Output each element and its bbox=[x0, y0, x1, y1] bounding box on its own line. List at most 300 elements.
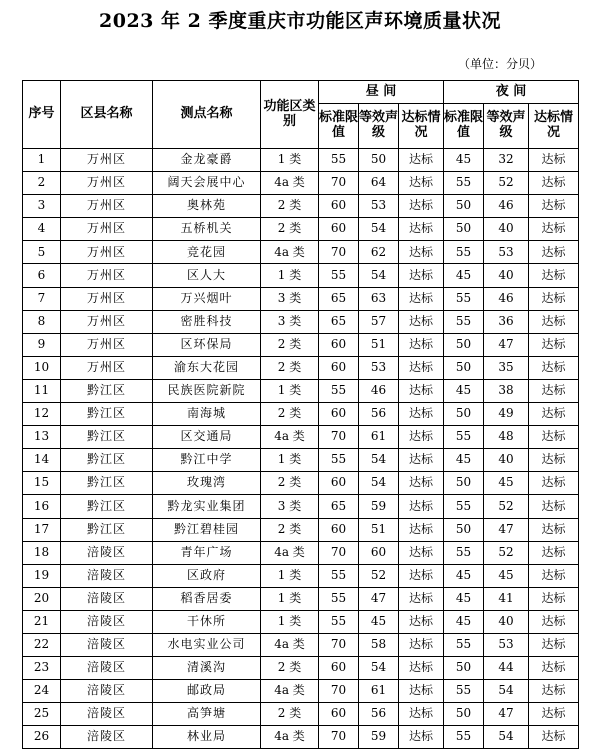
cell-site: 万兴烟叶 bbox=[153, 287, 261, 310]
cell-day-level: 53 bbox=[359, 356, 399, 379]
cell-night-status: 达标 bbox=[529, 426, 579, 449]
cell-night-limit: 45 bbox=[444, 264, 484, 287]
cell-day-limit: 65 bbox=[319, 495, 359, 518]
cell-seq: 12 bbox=[23, 403, 61, 426]
cell-night-level: 52 bbox=[484, 541, 529, 564]
cell-night-status: 达标 bbox=[529, 680, 579, 703]
cell-seq: 20 bbox=[23, 587, 61, 610]
header-seq: 序号 bbox=[23, 81, 61, 149]
cell-day-limit: 55 bbox=[319, 264, 359, 287]
cell-zone: 1 类 bbox=[261, 149, 319, 172]
cell-night-status: 达标 bbox=[529, 379, 579, 402]
cell-site: 干休所 bbox=[153, 610, 261, 633]
cell-site: 黔龙实业集团 bbox=[153, 495, 261, 518]
cell-day-status: 达标 bbox=[399, 287, 444, 310]
table-row bbox=[23, 472, 579, 495]
cell-night-level: 45 bbox=[484, 472, 529, 495]
header-day-status: 达标情况 bbox=[399, 104, 444, 149]
cell-day-status: 达标 bbox=[399, 172, 444, 195]
cell-day-limit: 60 bbox=[319, 356, 359, 379]
cell-night-limit: 45 bbox=[444, 610, 484, 633]
cell-zone: 2 类 bbox=[261, 333, 319, 356]
cell-site: 清溪沟 bbox=[153, 657, 261, 680]
header-zone: 功能区类别 bbox=[261, 81, 319, 149]
table-row bbox=[23, 287, 579, 310]
table-row bbox=[23, 264, 579, 287]
cell-site: 高笋塘 bbox=[153, 703, 261, 726]
table-row bbox=[23, 333, 579, 356]
cell-district: 万州区 bbox=[61, 195, 153, 218]
cell-zone: 4a 类 bbox=[261, 172, 319, 195]
cell-night-limit: 50 bbox=[444, 195, 484, 218]
cell-night-level: 54 bbox=[484, 680, 529, 703]
cell-night-level: 49 bbox=[484, 403, 529, 426]
table-row bbox=[23, 680, 579, 703]
cell-zone: 3 类 bbox=[261, 287, 319, 310]
cell-site: 五桥机关 bbox=[153, 218, 261, 241]
cell-night-level: 40 bbox=[484, 218, 529, 241]
cell-zone: 4a 类 bbox=[261, 726, 319, 749]
cell-zone: 4a 类 bbox=[261, 426, 319, 449]
cell-day-limit: 70 bbox=[319, 633, 359, 656]
cell-site: 区政府 bbox=[153, 564, 261, 587]
cell-night-limit: 50 bbox=[444, 333, 484, 356]
cell-night-status: 达标 bbox=[529, 310, 579, 333]
cell-site: 玫瑰湾 bbox=[153, 472, 261, 495]
cell-day-level: 61 bbox=[359, 680, 399, 703]
cell-night-limit: 45 bbox=[444, 149, 484, 172]
cell-day-level: 54 bbox=[359, 264, 399, 287]
cell-night-level: 52 bbox=[484, 495, 529, 518]
cell-day-limit: 70 bbox=[319, 726, 359, 749]
cell-seq: 9 bbox=[23, 333, 61, 356]
cell-day-level: 60 bbox=[359, 541, 399, 564]
cell-day-status: 达标 bbox=[399, 241, 444, 264]
cell-night-level: 47 bbox=[484, 518, 529, 541]
cell-seq: 11 bbox=[23, 379, 61, 402]
cell-seq: 21 bbox=[23, 610, 61, 633]
cell-night-status: 达标 bbox=[529, 564, 579, 587]
cell-seq: 18 bbox=[23, 541, 61, 564]
table-row bbox=[23, 518, 579, 541]
cell-day-level: 54 bbox=[359, 472, 399, 495]
cell-zone: 2 类 bbox=[261, 356, 319, 379]
cell-night-limit: 45 bbox=[444, 379, 484, 402]
cell-day-level: 52 bbox=[359, 564, 399, 587]
cell-site: 奥林苑 bbox=[153, 195, 261, 218]
cell-day-level: 64 bbox=[359, 172, 399, 195]
cell-day-status: 达标 bbox=[399, 703, 444, 726]
cell-day-status: 达标 bbox=[399, 472, 444, 495]
cell-site: 青年广场 bbox=[153, 541, 261, 564]
cell-night-level: 40 bbox=[484, 449, 529, 472]
cell-seq: 8 bbox=[23, 310, 61, 333]
cell-site: 林业局 bbox=[153, 726, 261, 749]
table-row bbox=[23, 310, 579, 333]
cell-site: 阔天会展中心 bbox=[153, 172, 261, 195]
noise-quality-table bbox=[22, 80, 579, 749]
cell-night-limit: 55 bbox=[444, 310, 484, 333]
cell-night-level: 47 bbox=[484, 703, 529, 726]
cell-district: 万州区 bbox=[61, 287, 153, 310]
cell-day-status: 达标 bbox=[399, 657, 444, 680]
cell-day-limit: 55 bbox=[319, 149, 359, 172]
cell-seq: 4 bbox=[23, 218, 61, 241]
cell-zone: 3 类 bbox=[261, 495, 319, 518]
cell-site: 金龙豪爵 bbox=[153, 149, 261, 172]
cell-district: 万州区 bbox=[61, 241, 153, 264]
cell-night-limit: 55 bbox=[444, 241, 484, 264]
cell-day-limit: 65 bbox=[319, 310, 359, 333]
cell-day-limit: 70 bbox=[319, 172, 359, 195]
cell-district: 涪陵区 bbox=[61, 703, 153, 726]
cell-site: 邮政局 bbox=[153, 680, 261, 703]
cell-seq: 7 bbox=[23, 287, 61, 310]
cell-site: 水电实业公司 bbox=[153, 633, 261, 656]
cell-day-limit: 60 bbox=[319, 518, 359, 541]
cell-seq: 10 bbox=[23, 356, 61, 379]
cell-site: 黔江碧桂园 bbox=[153, 518, 261, 541]
cell-day-status: 达标 bbox=[399, 633, 444, 656]
cell-zone: 2 类 bbox=[261, 195, 319, 218]
cell-day-limit: 60 bbox=[319, 472, 359, 495]
cell-zone: 2 类 bbox=[261, 703, 319, 726]
cell-night-limit: 45 bbox=[444, 564, 484, 587]
cell-zone: 1 类 bbox=[261, 610, 319, 633]
cell-day-limit: 55 bbox=[319, 610, 359, 633]
table-row bbox=[23, 379, 579, 402]
cell-site: 稻香居委 bbox=[153, 587, 261, 610]
table-row bbox=[23, 703, 579, 726]
cell-day-level: 58 bbox=[359, 633, 399, 656]
cell-night-status: 达标 bbox=[529, 218, 579, 241]
cell-zone: 2 类 bbox=[261, 403, 319, 426]
header-night-limit: 标准限值 bbox=[444, 104, 484, 149]
cell-night-status: 达标 bbox=[529, 195, 579, 218]
cell-night-limit: 50 bbox=[444, 518, 484, 541]
cell-district: 涪陵区 bbox=[61, 564, 153, 587]
cell-night-limit: 50 bbox=[444, 218, 484, 241]
cell-site: 南海城 bbox=[153, 403, 261, 426]
cell-night-limit: 55 bbox=[444, 287, 484, 310]
cell-day-status: 达标 bbox=[399, 379, 444, 402]
cell-site: 密胜科技 bbox=[153, 310, 261, 333]
table-row bbox=[23, 403, 579, 426]
cell-night-level: 52 bbox=[484, 172, 529, 195]
cell-night-level: 53 bbox=[484, 241, 529, 264]
cell-district: 万州区 bbox=[61, 333, 153, 356]
cell-day-status: 达标 bbox=[399, 610, 444, 633]
cell-day-level: 46 bbox=[359, 379, 399, 402]
cell-zone: 1 类 bbox=[261, 264, 319, 287]
cell-site: 民族医院新院 bbox=[153, 379, 261, 402]
cell-night-level: 46 bbox=[484, 287, 529, 310]
cell-day-status: 达标 bbox=[399, 218, 444, 241]
cell-district: 万州区 bbox=[61, 264, 153, 287]
cell-seq: 17 bbox=[23, 518, 61, 541]
cell-zone: 4a 类 bbox=[261, 541, 319, 564]
cell-day-level: 45 bbox=[359, 610, 399, 633]
cell-night-limit: 50 bbox=[444, 403, 484, 426]
cell-night-limit: 55 bbox=[444, 633, 484, 656]
cell-district: 涪陵区 bbox=[61, 610, 153, 633]
cell-day-level: 57 bbox=[359, 310, 399, 333]
cell-day-level: 63 bbox=[359, 287, 399, 310]
cell-district: 万州区 bbox=[61, 218, 153, 241]
cell-night-status: 达标 bbox=[529, 610, 579, 633]
cell-night-limit: 55 bbox=[444, 726, 484, 749]
cell-day-limit: 55 bbox=[319, 449, 359, 472]
table-row bbox=[23, 564, 579, 587]
cell-seq: 5 bbox=[23, 241, 61, 264]
cell-night-level: 40 bbox=[484, 264, 529, 287]
cell-night-level: 32 bbox=[484, 149, 529, 172]
cell-zone: 4a 类 bbox=[261, 680, 319, 703]
cell-seq: 6 bbox=[23, 264, 61, 287]
cell-seq: 13 bbox=[23, 426, 61, 449]
cell-day-status: 达标 bbox=[399, 195, 444, 218]
cell-day-status: 达标 bbox=[399, 449, 444, 472]
table-row bbox=[23, 633, 579, 656]
cell-night-status: 达标 bbox=[529, 703, 579, 726]
cell-zone: 2 类 bbox=[261, 657, 319, 680]
cell-night-limit: 55 bbox=[444, 680, 484, 703]
cell-day-limit: 55 bbox=[319, 379, 359, 402]
cell-district: 黔江区 bbox=[61, 449, 153, 472]
cell-night-level: 36 bbox=[484, 310, 529, 333]
cell-zone: 4a 类 bbox=[261, 633, 319, 656]
cell-day-level: 62 bbox=[359, 241, 399, 264]
cell-day-level: 61 bbox=[359, 426, 399, 449]
cell-seq: 3 bbox=[23, 195, 61, 218]
header-district: 区县名称 bbox=[61, 81, 153, 149]
table-row bbox=[23, 541, 579, 564]
cell-night-status: 达标 bbox=[529, 333, 579, 356]
cell-site: 黔江中学 bbox=[153, 449, 261, 472]
cell-night-status: 达标 bbox=[529, 587, 579, 610]
cell-night-level: 48 bbox=[484, 426, 529, 449]
header-night-level: 等效声级 bbox=[484, 104, 529, 149]
cell-district: 黔江区 bbox=[61, 426, 153, 449]
cell-night-status: 达标 bbox=[529, 287, 579, 310]
cell-day-status: 达标 bbox=[399, 541, 444, 564]
cell-night-limit: 45 bbox=[444, 449, 484, 472]
table-row bbox=[23, 149, 579, 172]
table-row bbox=[23, 495, 579, 518]
cell-day-status: 达标 bbox=[399, 310, 444, 333]
cell-night-limit: 55 bbox=[444, 172, 484, 195]
cell-day-status: 达标 bbox=[399, 149, 444, 172]
header-day: 昼 间 bbox=[319, 81, 444, 104]
cell-night-limit: 50 bbox=[444, 472, 484, 495]
cell-day-status: 达标 bbox=[399, 333, 444, 356]
cell-day-status: 达标 bbox=[399, 264, 444, 287]
cell-seq: 15 bbox=[23, 472, 61, 495]
cell-night-level: 41 bbox=[484, 587, 529, 610]
cell-day-level: 50 bbox=[359, 149, 399, 172]
cell-zone: 2 类 bbox=[261, 472, 319, 495]
table-row bbox=[23, 657, 579, 680]
cell-day-level: 56 bbox=[359, 403, 399, 426]
cell-day-level: 53 bbox=[359, 195, 399, 218]
page-title: 2023 年 2 季度重庆市功能区声环境质量状况 bbox=[99, 10, 501, 32]
cell-night-status: 达标 bbox=[529, 495, 579, 518]
cell-day-status: 达标 bbox=[399, 726, 444, 749]
cell-district: 涪陵区 bbox=[61, 657, 153, 680]
table-row bbox=[23, 218, 579, 241]
cell-day-level: 56 bbox=[359, 703, 399, 726]
cell-night-limit: 55 bbox=[444, 495, 484, 518]
cell-day-limit: 70 bbox=[319, 426, 359, 449]
cell-day-level: 54 bbox=[359, 449, 399, 472]
cell-night-level: 45 bbox=[484, 564, 529, 587]
cell-zone: 3 类 bbox=[261, 310, 319, 333]
cell-district: 涪陵区 bbox=[61, 633, 153, 656]
cell-zone: 1 类 bbox=[261, 379, 319, 402]
cell-site: 区交通局 bbox=[153, 426, 261, 449]
cell-night-status: 达标 bbox=[529, 657, 579, 680]
cell-zone: 4a 类 bbox=[261, 241, 319, 264]
cell-seq: 16 bbox=[23, 495, 61, 518]
cell-night-status: 达标 bbox=[529, 518, 579, 541]
header-day-limit: 标准限值 bbox=[319, 104, 359, 149]
cell-district: 涪陵区 bbox=[61, 587, 153, 610]
cell-zone: 1 类 bbox=[261, 564, 319, 587]
cell-day-limit: 60 bbox=[319, 657, 359, 680]
cell-night-level: 35 bbox=[484, 356, 529, 379]
cell-day-limit: 65 bbox=[319, 287, 359, 310]
cell-seq: 24 bbox=[23, 680, 61, 703]
cell-site: 竞花园 bbox=[153, 241, 261, 264]
cell-zone: 1 类 bbox=[261, 449, 319, 472]
cell-night-status: 达标 bbox=[529, 356, 579, 379]
cell-district: 万州区 bbox=[61, 172, 153, 195]
cell-night-status: 达标 bbox=[529, 241, 579, 264]
cell-night-status: 达标 bbox=[529, 149, 579, 172]
cell-night-status: 达标 bbox=[529, 449, 579, 472]
cell-day-level: 54 bbox=[359, 657, 399, 680]
cell-night-level: 53 bbox=[484, 633, 529, 656]
cell-day-level: 51 bbox=[359, 333, 399, 356]
cell-night-status: 达标 bbox=[529, 633, 579, 656]
cell-zone: 2 类 bbox=[261, 218, 319, 241]
cell-night-limit: 45 bbox=[444, 587, 484, 610]
cell-site: 区环保局 bbox=[153, 333, 261, 356]
cell-district: 万州区 bbox=[61, 356, 153, 379]
cell-seq: 1 bbox=[23, 149, 61, 172]
cell-district: 黔江区 bbox=[61, 472, 153, 495]
cell-night-limit: 50 bbox=[444, 657, 484, 680]
header-night: 夜 间 bbox=[444, 81, 579, 104]
table-row bbox=[23, 610, 579, 633]
cell-day-limit: 55 bbox=[319, 564, 359, 587]
cell-district: 黔江区 bbox=[61, 379, 153, 402]
cell-district: 涪陵区 bbox=[61, 680, 153, 703]
unit-note: （单位：分贝） bbox=[457, 57, 542, 71]
header-day-level: 等效声级 bbox=[359, 104, 399, 149]
table-row bbox=[23, 172, 579, 195]
cell-day-level: 54 bbox=[359, 218, 399, 241]
cell-day-level: 59 bbox=[359, 495, 399, 518]
table-row bbox=[23, 587, 579, 610]
cell-day-limit: 60 bbox=[319, 195, 359, 218]
cell-day-status: 达标 bbox=[399, 403, 444, 426]
table-row bbox=[23, 449, 579, 472]
cell-district: 黔江区 bbox=[61, 403, 153, 426]
cell-day-status: 达标 bbox=[399, 356, 444, 379]
cell-zone: 2 类 bbox=[261, 518, 319, 541]
cell-day-limit: 70 bbox=[319, 680, 359, 703]
cell-day-level: 51 bbox=[359, 518, 399, 541]
cell-site: 渝东大花园 bbox=[153, 356, 261, 379]
table-row bbox=[23, 426, 579, 449]
table-body bbox=[23, 149, 579, 749]
cell-day-status: 达标 bbox=[399, 426, 444, 449]
cell-night-level: 44 bbox=[484, 657, 529, 680]
cell-night-status: 达标 bbox=[529, 403, 579, 426]
cell-day-limit: 70 bbox=[319, 541, 359, 564]
cell-seq: 14 bbox=[23, 449, 61, 472]
cell-night-status: 达标 bbox=[529, 541, 579, 564]
cell-night-level: 54 bbox=[484, 726, 529, 749]
cell-night-status: 达标 bbox=[529, 172, 579, 195]
cell-night-limit: 55 bbox=[444, 426, 484, 449]
header-night-status: 达标情况 bbox=[529, 104, 579, 149]
cell-seq: 25 bbox=[23, 703, 61, 726]
cell-day-limit: 60 bbox=[319, 403, 359, 426]
cell-seq: 19 bbox=[23, 564, 61, 587]
cell-zone: 1 类 bbox=[261, 587, 319, 610]
cell-district: 万州区 bbox=[61, 149, 153, 172]
cell-district: 万州区 bbox=[61, 310, 153, 333]
table-row bbox=[23, 356, 579, 379]
cell-district: 涪陵区 bbox=[61, 541, 153, 564]
cell-seq: 2 bbox=[23, 172, 61, 195]
table-row bbox=[23, 241, 579, 264]
cell-district: 黔江区 bbox=[61, 518, 153, 541]
cell-seq: 26 bbox=[23, 726, 61, 749]
cell-day-status: 达标 bbox=[399, 680, 444, 703]
cell-day-status: 达标 bbox=[399, 564, 444, 587]
cell-night-status: 达标 bbox=[529, 472, 579, 495]
cell-day-limit: 60 bbox=[319, 703, 359, 726]
cell-day-status: 达标 bbox=[399, 518, 444, 541]
cell-night-limit: 55 bbox=[444, 541, 484, 564]
cell-seq: 23 bbox=[23, 657, 61, 680]
cell-day-level: 47 bbox=[359, 587, 399, 610]
cell-day-status: 达标 bbox=[399, 495, 444, 518]
header-site: 测点名称 bbox=[153, 81, 261, 149]
cell-night-limit: 50 bbox=[444, 356, 484, 379]
table-row bbox=[23, 726, 579, 749]
cell-day-status: 达标 bbox=[399, 587, 444, 610]
cell-night-level: 47 bbox=[484, 333, 529, 356]
cell-day-limit: 55 bbox=[319, 587, 359, 610]
cell-night-limit: 50 bbox=[444, 703, 484, 726]
cell-district: 涪陵区 bbox=[61, 726, 153, 749]
cell-night-status: 达标 bbox=[529, 264, 579, 287]
cell-night-level: 46 bbox=[484, 195, 529, 218]
cell-district: 黔江区 bbox=[61, 495, 153, 518]
table-row bbox=[23, 195, 579, 218]
cell-day-limit: 60 bbox=[319, 333, 359, 356]
cell-day-limit: 70 bbox=[319, 241, 359, 264]
cell-day-level: 59 bbox=[359, 726, 399, 749]
cell-night-level: 38 bbox=[484, 379, 529, 402]
cell-night-level: 40 bbox=[484, 610, 529, 633]
cell-seq: 22 bbox=[23, 633, 61, 656]
cell-day-limit: 60 bbox=[319, 218, 359, 241]
